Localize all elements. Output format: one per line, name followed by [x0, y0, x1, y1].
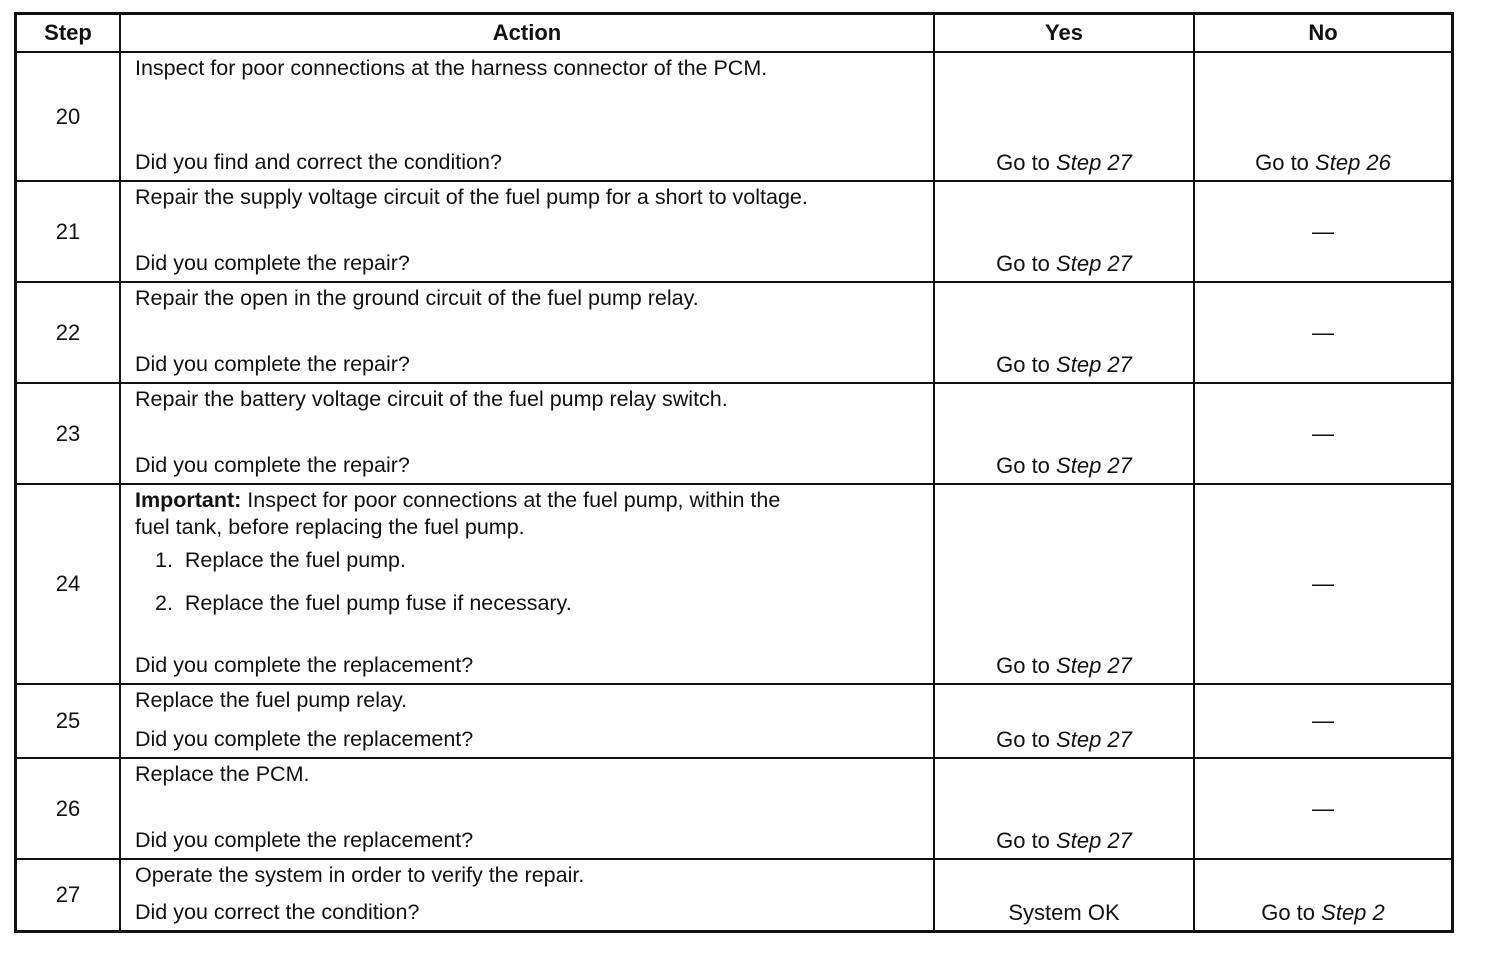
no-result: Go to Step 26	[1255, 150, 1391, 175]
action-instruction: Important: Inspect for poor connections at the fuel pump, within the fuel tank, before replacing the fuel pump.	[135, 488, 781, 539]
action-instruction: Operate the system in order to verify the repair.	[135, 863, 585, 887]
list-item: 1. Replace the fuel pump.	[155, 548, 406, 572]
step-number: 23	[55, 420, 81, 446]
important-label: Important:	[135, 488, 242, 512]
step-number: 27	[55, 882, 81, 907]
action-question: Did you complete the replacement?	[135, 828, 474, 852]
table-row	[17, 281, 1451, 382]
yes-result: Go to Step 27	[996, 352, 1132, 377]
table-row	[17, 858, 1451, 930]
step-number: 22	[55, 319, 81, 345]
action-question: Did you complete the replacement?	[135, 727, 474, 751]
header-step: Step	[44, 20, 92, 45]
yes-result: Go to Step 27	[996, 653, 1132, 678]
table-row	[17, 51, 1451, 180]
table-header-row	[17, 15, 1451, 51]
step-number: 20	[55, 103, 81, 129]
action-question: Did you complete the repair?	[135, 352, 410, 376]
action-instruction: Inspect for poor connections at the harness connector of the PCM.	[135, 56, 768, 80]
step-number: 21	[55, 218, 81, 244]
yes-result: Go to Step 27	[996, 727, 1132, 752]
table-row	[17, 683, 1451, 757]
action-question: Did you complete the repair?	[135, 453, 410, 477]
yes-result: Go to Step 27	[996, 453, 1132, 478]
action-instruction: Repair the battery voltage circuit of the fuel pump relay switch.	[135, 387, 728, 411]
action-instruction: Repair the supply voltage circuit of the fuel pump for a short to voltage.	[135, 185, 808, 209]
table-row	[17, 483, 1451, 683]
action-question: Did you find and correct the condition?	[135, 150, 502, 174]
action-instruction: Replace the PCM.	[135, 762, 310, 786]
action-question: Did you complete the repair?	[135, 251, 410, 275]
table-row	[17, 382, 1451, 483]
no-result-dash: —	[1312, 708, 1334, 733]
no-result: Go to Step 2	[1261, 900, 1385, 925]
action-question: Did you correct the condition?	[135, 900, 420, 924]
yes-result: Go to Step 27	[996, 828, 1132, 853]
yes-result: System OK	[1008, 900, 1120, 925]
list-item: 2. Replace the fuel pump fuse if necessary.	[155, 591, 572, 615]
header-no: No	[1193, 15, 1451, 51]
no-result-dash: —	[1312, 218, 1334, 244]
header-yes: Yes	[933, 15, 1193, 51]
no-result-dash: —	[1312, 795, 1334, 821]
no-result-dash: —	[1312, 319, 1334, 345]
step-number: 25	[55, 708, 81, 733]
action-instruction: Repair the open in the ground circuit of the fuel pump relay.	[135, 286, 699, 310]
no-result-dash: —	[1312, 571, 1334, 596]
action-instruction: Replace the fuel pump relay.	[135, 688, 408, 712]
step-number: 24	[55, 571, 81, 596]
procedure-list	[155, 547, 919, 617]
no-result-dash: —	[1312, 420, 1334, 446]
yes-result: Go to Step 27	[996, 251, 1132, 276]
table-row	[17, 757, 1451, 858]
yes-result: Go to Step 27	[996, 150, 1132, 175]
action-question: Did you complete the replacement?	[135, 653, 474, 677]
diagnostic-table	[14, 12, 1454, 933]
table-row	[17, 180, 1451, 281]
header-action: Action	[119, 15, 933, 51]
step-number: 26	[55, 795, 81, 821]
